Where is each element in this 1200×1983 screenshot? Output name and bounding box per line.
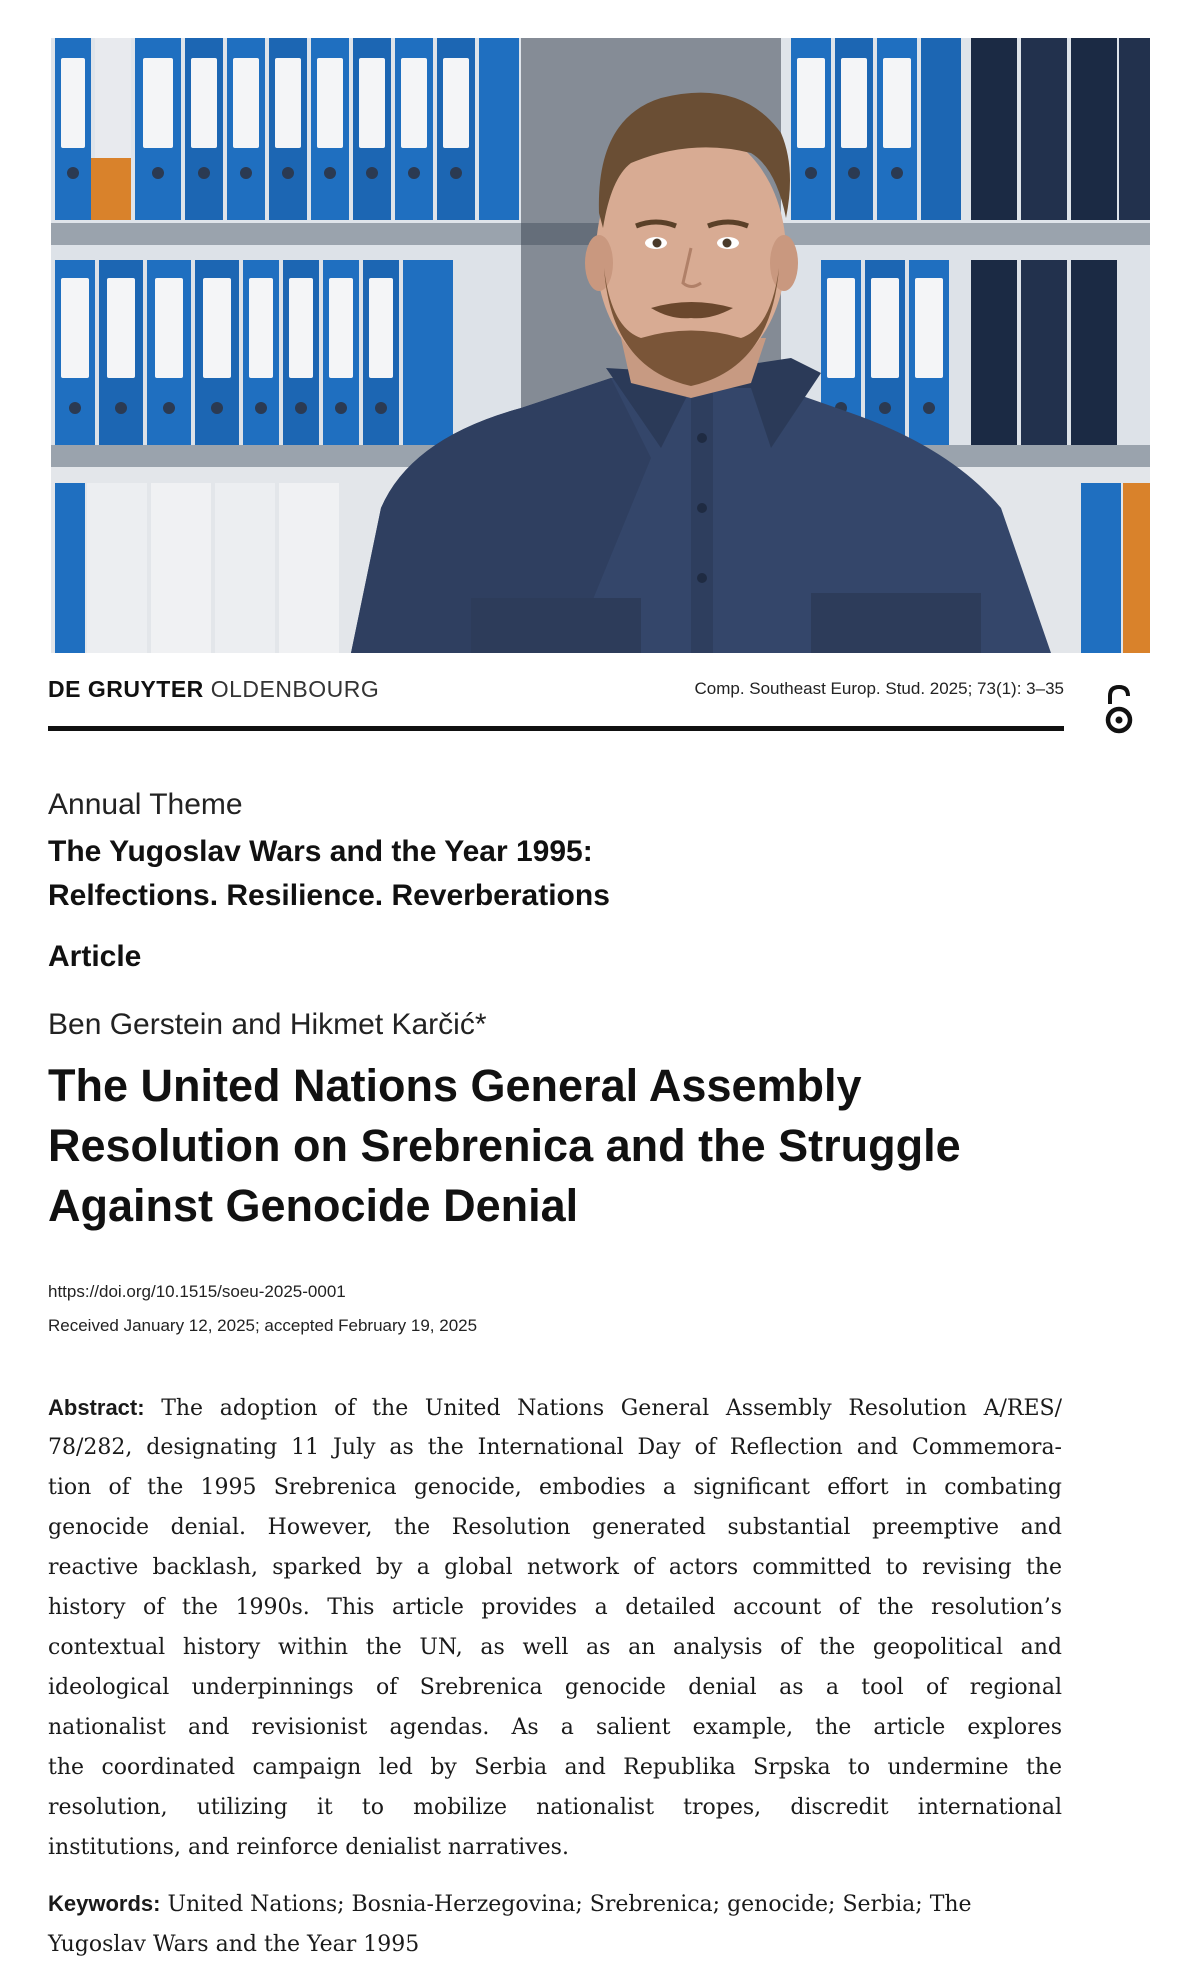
abstract-line: contextual history within the UN, as well as an analysis of the geopolitical and	[48, 1635, 1062, 1660]
article-title	[48, 1056, 961, 1236]
abstract-line: tion of the 1995 Srebrenica genocide, embodies a significant effort in combating	[48, 1475, 1062, 1500]
abstract-line	[48, 1388, 1062, 1428]
open-access-icon	[1104, 684, 1134, 736]
abstract	[48, 1388, 1062, 1868]
abstract-line-text: The adoption of the United Nations General Assembly Resolution A/RES/	[161, 1396, 1062, 1421]
keywords	[48, 1884, 1062, 1965]
abstract-line: history of the 1990s. This article provides a detailed account of the resolution’s	[48, 1595, 1062, 1620]
abstract-line: resolution, utilizing it to mobilize nationalist tropes, discredit international	[48, 1795, 1062, 1820]
theme-title	[48, 830, 610, 918]
article-title-line: Resolution on Srebrenica and the Struggle	[48, 1120, 961, 1171]
theme-title-line: The Yugoslav Wars and the Year 1995:	[48, 835, 593, 868]
authors: Ben Gerstein and Hikmet Karčić*	[48, 1008, 487, 1041]
section-label: Annual Theme	[48, 788, 243, 821]
abstract-label: Abstract:	[48, 1395, 145, 1420]
article-type: Article	[48, 940, 142, 973]
article-title-line: Against Genocide Denial	[48, 1180, 579, 1231]
publisher-name-light: OLDENBOURG	[210, 676, 380, 702]
publisher-name	[48, 676, 379, 703]
keywords-line: Yugoslav Wars and the Year 1995	[48, 1932, 420, 1957]
theme-title-line: Relfections. Resilience. Reverberations	[48, 879, 610, 912]
abstract-line: institutions, and reinforce denialist narratives.	[48, 1835, 569, 1860]
keywords-line	[48, 1884, 1062, 1925]
article-title-line: The United Nations General Assembly	[48, 1060, 862, 1111]
author-photo	[51, 38, 1150, 653]
abstract-line: reactive backlash, sparked by a global network of actors committed to revising the	[48, 1555, 1062, 1580]
keywords-label: Keywords:	[48, 1891, 161, 1916]
abstract-line: 78/282, designating 11 July as the International Day of Reflection and Commemora-	[48, 1435, 1062, 1460]
doi-link[interactable]: https://doi.org/10.1515/soeu-2025-0001	[48, 1282, 346, 1301]
abstract-line: ideological underpinnings of Srebrenica genocide denial as a tool of regional	[48, 1675, 1062, 1700]
received-dates: Received January 12, 2025; accepted February 19, 2025	[48, 1316, 478, 1335]
abstract-line: the coordinated campaign led by Serbia and Republika Srpska to undermine the	[48, 1755, 1062, 1780]
publisher-bar	[48, 676, 1064, 716]
journal-citation: Comp. Southeast Europ. Stud. 2025; 73(1): 3–35	[694, 679, 1064, 698]
header-rule	[48, 726, 1064, 731]
abstract-line: genocide denial. However, the Resolution generated substantial preemptive and	[48, 1515, 1062, 1540]
keywords-text: United Nations; Bosnia-Herzegovina; Srebrenica; genocide; Serbia; The	[167, 1892, 972, 1917]
abstract-line: nationalist and revisionist agendas. As a salient example, the article explores	[48, 1715, 1062, 1740]
author-photo-illustration	[51, 38, 1150, 653]
publisher-name-bold: DE GRUYTER	[48, 676, 204, 702]
